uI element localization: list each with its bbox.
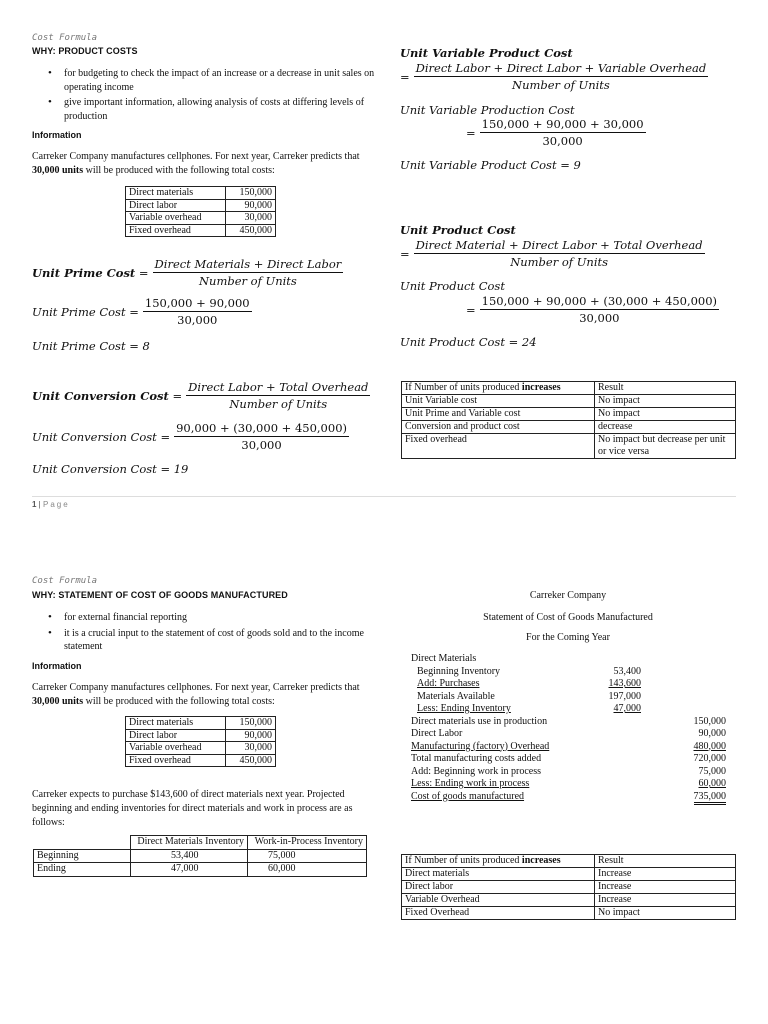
statement-value: 720,000 [693,753,726,764]
inventory-dm-value: 53,400 [131,849,248,863]
statement-line: Less: Ending work in process [411,778,530,789]
variable-numerator: Direct Labor + Direct Labor + Variable Overhead [415,61,707,75]
prime-substitution: Unit Prime Cost = $\frac{150,000 + 90,000}{30,000}$ [32,296,250,327]
impact-header-left [402,382,595,395]
statement-row [411,778,726,791]
statement-line: Direct materials use in production [411,715,548,727]
variable-formula: = $\frac{\text{Direct Labor + Direct Labor + Variable Overhead}}{\text{Number of Units}}$ [400,61,707,92]
impact-header-text: If Number of units produced [405,382,522,393]
prime-title: Unit Prime Cost [32,265,136,280]
statement-table [411,653,726,803]
impact-row [402,894,736,907]
cost-row [126,199,276,212]
impact-item: Conversion and product cost [402,421,595,434]
statement-row [411,666,726,679]
impact-row [402,868,736,881]
impact-header-left [402,855,595,868]
impact-header-right: Result [595,382,736,395]
statement-value: 60,000 [698,778,726,789]
impact-header-bold: increases [521,382,561,393]
variable-numerator-values: 150,000 + 90,000 + 30,000 [481,117,644,131]
impact-header-text: If Number of units produced [405,855,522,866]
statement-line: Direct Labor [411,728,463,739]
statement-value: 143,600 [608,678,641,689]
product-numerator: Direct Material + Direct Labor + Total Overhead [415,238,703,252]
product-title-text: Unit Product Cost [400,223,516,237]
statement-row [411,691,726,704]
inventory-col-wip: Work-in-Process Inventory [248,836,367,850]
impact-header-right: Result [595,855,736,868]
info-text-bold: 30,000 units [32,696,84,707]
conversion-label: Unit Conversion Cost [32,429,157,444]
impact-result: Increase [595,894,736,907]
statement-row [411,753,726,766]
statement-row [411,678,726,691]
cost-value: 90,000 [226,729,276,742]
cost-value: 30,000 [226,742,276,755]
statement-line: Manufacturing (factory) Overhead [411,740,550,752]
page1-cost-table [125,186,276,237]
cost-row [126,729,276,742]
cost-label: Direct labor [126,199,226,212]
cost-label: Fixed overhead [126,754,226,767]
cost-label: Fixed overhead [126,224,226,237]
impact-item: Unit Variable cost [402,395,595,408]
impact-item: Variable Overhead [402,894,595,907]
product-title [400,223,516,237]
cost-value: 450,000 [226,754,276,767]
statement-line: Materials Available [417,690,495,702]
page2-bullet: • for external financial reporting [32,611,377,625]
prime-numerator-values: 150,000 + 90,000 [144,296,250,310]
impact-row [402,421,736,434]
statement-line: Add: Purchases [417,678,480,689]
cost-row [126,742,276,755]
page2-impact-table [401,854,736,920]
page-word: Page [42,500,70,509]
statement-row [411,703,726,716]
cost-row [126,212,276,225]
impact-result: No impact [595,907,736,920]
conversion-numerator-values: 90,000 + (30,000 + 450,000) [176,421,347,435]
info-text-pre: Carreker Company manufactures cellphones. For next year, Carreker predicts that [32,151,360,162]
inventory-row [34,849,367,863]
page1-bullet: • give important information, allowing analysis of costs at differing levels of production [32,96,377,123]
product-substitution: = $\frac{150,000 + 90,000 + (30,000 + 450,000)}{30,000}$ [466,294,718,325]
statement-value: 480,000 [693,740,726,752]
inventory-corner [34,836,131,850]
cost-label: Direct labor [126,729,226,742]
inventory-row [34,863,367,877]
impact-result: decrease [595,421,736,434]
cost-label: Variable overhead [126,212,226,225]
impact-row [402,434,736,459]
page2-header: Cost Formula [32,576,98,586]
product-numerator-values: 150,000 + 90,000 + (30,000 + 450,000) [481,294,718,308]
conversion-formula: Unit Conversion Cost = $\frac{\text{Direct Labor + Total Overhead}}{\text{Number of Units}}$ [32,380,369,411]
impact-item: Unit Prime and Variable cost [402,408,595,421]
impact-header-bold: increases [521,855,561,866]
info-text-pre: Carreker Company manufactures cellphones. For next year, Carreker predicts that [32,682,360,693]
impact-row [402,408,736,421]
page-separator [32,496,736,497]
conversion-substitution: Unit Conversion Cost = $\frac{90,000 + (30,000 + 450,000)}{30,000}$ [32,421,347,452]
impact-result: Increase [595,881,736,894]
impact-row [402,907,736,920]
statement-row [411,791,726,804]
variable-label: Unit Variable Production Cost [400,103,575,117]
statement-row [411,653,726,666]
prime-formula: Unit Prime Cost = $\frac{\text{Direct Materials + Direct Labor}}{\text{Number of Units}}$ [32,257,342,288]
page1-why-heading: WHY: PRODUCT COSTS [32,46,138,56]
prime-label: Unit Prime Cost [32,304,126,319]
purchase-text: Carreker expects to purchase $143,600 of direct materials next year. Projected beginning and ending inventories for direct materials and work in process are as follows: [32,789,353,828]
page2-why-heading: WHY: STATEMENT OF COST OF GOODS MANUFACTURED [32,590,288,600]
statement-period: For the Coming Year [526,632,610,643]
page1-bullet-list [32,67,377,125]
inventory-col-dm: Direct Materials Inventory [131,836,248,850]
impact-row [402,881,736,894]
cost-label: Direct materials [126,717,226,730]
page-number: 1 | Page [32,500,70,509]
impact-result: No impact but decrease per unit or vice versa [595,434,736,459]
statement-line: Add: Beginning work in process [411,765,541,777]
impact-item: Fixed overhead [402,434,595,459]
cost-value: 150,000 [226,717,276,730]
conversion-denominator-values: 30,000 [241,438,282,452]
conversion-numerator: Direct Labor + Total Overhead [188,380,369,394]
impact-row [402,395,736,408]
statement-line: Cost of goods manufactured [411,790,525,802]
cost-value: 30,000 [226,212,276,225]
prime-numerator: Direct Materials + Direct Labor [154,257,342,271]
page-number-value: 1 [32,500,37,509]
product-formula: = $\frac{\text{Direct Material + Direct Labor + Total Overhead}}{\text{Number of Units}}$ [400,238,703,269]
statement-value: 47,000 [613,703,641,714]
conversion-result: Unit Conversion Cost = 19 [32,462,189,476]
statement-value: 90,000 [698,728,726,739]
page1-header: Cost Formula [32,33,98,43]
statement-value: 735,000 [694,791,727,805]
statement-row [411,766,726,779]
product-result: Unit Product Cost = 24 [400,335,537,349]
cost-row [126,224,276,237]
variable-title [400,46,573,60]
product-denominator: Number of Units [510,255,609,269]
prime-result: Unit Prime Cost = 8 [32,339,150,353]
conversion-title: Unit Conversion Cost [32,388,169,403]
statement-row [411,741,726,754]
statement-line: Beginning Inventory [417,665,501,677]
impact-item: Direct labor [402,881,595,894]
inventory-label: Beginning [34,849,131,863]
inventory-wip-value: 75,000 [248,849,367,863]
cost-row [126,717,276,730]
inventory-label: Ending [34,863,131,877]
statement-line: Total manufacturing costs added [411,753,542,764]
variable-result: Unit Variable Product Cost = 9 [400,158,581,172]
impact-item: Direct materials [402,868,595,881]
variable-denominator-values: 30,000 [542,134,583,148]
prime-denominator-values: 30,000 [177,313,218,327]
statement-line: Less: Ending Inventory [417,703,511,714]
statement-company: Carreker Company [529,590,607,601]
page1-impact-table [401,381,736,459]
statement-row [411,716,726,729]
statement-row [411,728,726,741]
impact-header-row [402,382,736,395]
variable-title-text: Unit Variable Product Cost [400,46,573,60]
prime-denominator: Number of Units [198,274,297,288]
cost-value: 90,000 [226,199,276,212]
cost-row [126,754,276,767]
product-label: Unit Product Cost [400,279,505,293]
conversion-denominator: Number of Units [229,397,328,411]
page1-info-text [32,150,372,178]
statement-title: Statement of Cost of Goods Manufactured [483,612,653,623]
info-text-bold: 30,000 units [32,165,84,176]
page1-info-heading: Information [32,130,82,140]
statement-value: 197,000 [608,690,641,702]
statement-value: 150,000 [693,715,726,727]
cost-label: Direct materials [126,187,226,200]
statement-value: 53,400 [613,665,641,677]
inventory-table [33,835,367,877]
cost-row [126,187,276,200]
cost-value: 150,000 [226,187,276,200]
product-denominator-values: 30,000 [579,311,620,325]
inventory-header-row [34,836,367,850]
info-text-post: will be produced with the following total costs: [83,165,275,176]
page2-info-heading: Information [32,661,82,671]
variable-substitution: = $\frac{150,000 + 90,000 + 30,000}{30,000}$ [466,117,644,148]
page2-cost-table [125,716,276,767]
impact-header-row [402,855,736,868]
variable-denominator: Number of Units [512,78,610,92]
inventory-wip-value: 60,000 [248,863,367,877]
impact-item: Fixed Overhead [402,907,595,920]
page2-bullet-list [32,611,377,656]
page1-bullet: • for budgeting to check the impact of an increase or a decrease in unit sales on operating income [32,67,377,94]
inventory-dm-value: 47,000 [131,863,248,877]
impact-result: No impact [595,408,736,421]
page2-info-text [32,681,372,709]
impact-result: No impact [595,395,736,408]
cost-label: Variable overhead [126,742,226,755]
page2-bullet: • it is a crucial input to the statement of cost of goods sold and to the income statement [32,627,377,654]
impact-result: Increase [595,868,736,881]
info-text-post: will be produced with the following total costs: [83,696,275,707]
cost-value: 450,000 [226,224,276,237]
statement-line: Direct Materials [411,653,477,664]
statement-value: 75,000 [698,765,726,777]
